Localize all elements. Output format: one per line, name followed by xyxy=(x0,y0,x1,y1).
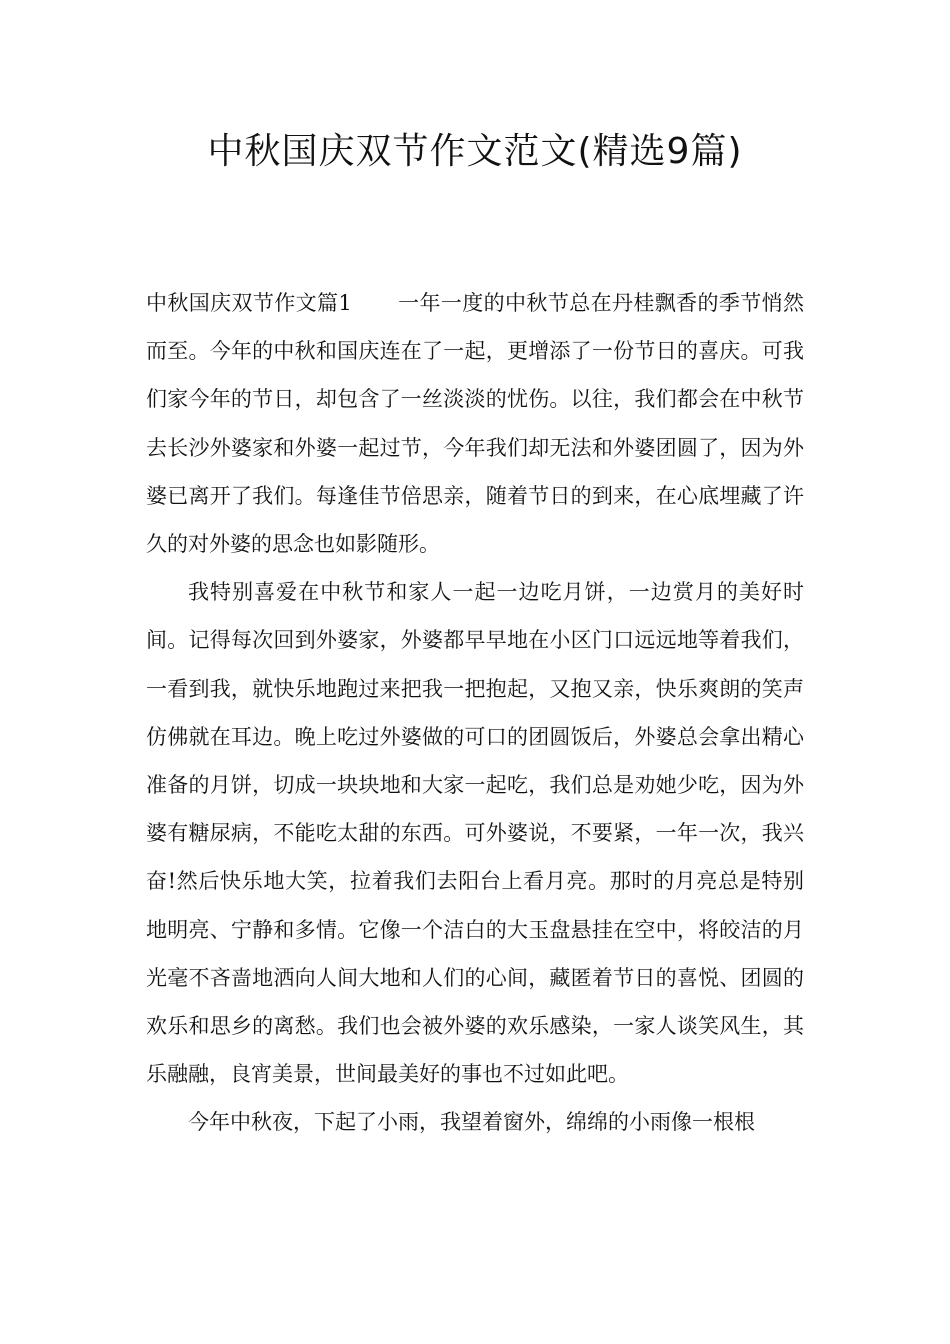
document-body xyxy=(146,279,804,1147)
paragraph-2: 我特别喜爱在中秋节和家人一起一边吃月饼，一边赏月的美好时间。记得每次回到外婆家，外婆都早早地在小区门口远远地等着我们，一看到我，就快乐地跑过来把我一把抱起，又抱又亲，快乐爽朗的笑声仿佛就在耳边。晚上吃过外婆做的可口的团圆饭后，外婆总会拿出精心准备的月饼，切成一块块地和大家一起吃，我们总是劝她少吃，因为外婆有糖尿病，不能吃太甜的东西。可外婆说，不要紧，一年一次，我兴奋!然后快乐地大笑，拉着我们去阳台上看月亮。那时的月亮总是特别地明亮、宁静和多情。它像一个洁白的大玉盘悬挂在空中，将皎洁的月光毫不吝啬地洒向人间大地和人们的心间，藏匿着节日的喜悦、团圆的欢乐和思乡的离愁。我们也会被外婆的欢乐感染，一家人谈笑风生，其乐融融，良宵美景，世间最美好的事也不过如此吧。 xyxy=(146,580,804,1087)
paragraph-1 xyxy=(146,279,804,568)
document-title: 中秋国庆双节作文范文(精选9篇) xyxy=(207,131,743,172)
paragraph-1-text: 一年一度的中秋节总在丹桂飘香的季节悄然而至。今年的中秋和国庆连在了一起，更增添了一份节日的喜庆。可我们家今年的节日，却包含了一丝淡淡的忧伤。以往，我们都会在中秋节去长沙外婆家和外婆一起过节，今年我们却无法和外婆团圆了，因为外婆已离开了我们。每逢佳节倍思亲，随着节日的到来，在心底埋藏了许久的对外婆的思念也如影随形。 xyxy=(146,291,804,557)
paragraph-3: 今年中秋夜，下起了小雨，我望着窗外，绵绵的小雨像一根根 xyxy=(188,1110,755,1135)
section-heading: 中秋国庆双节作文篇1 xyxy=(146,291,352,315)
